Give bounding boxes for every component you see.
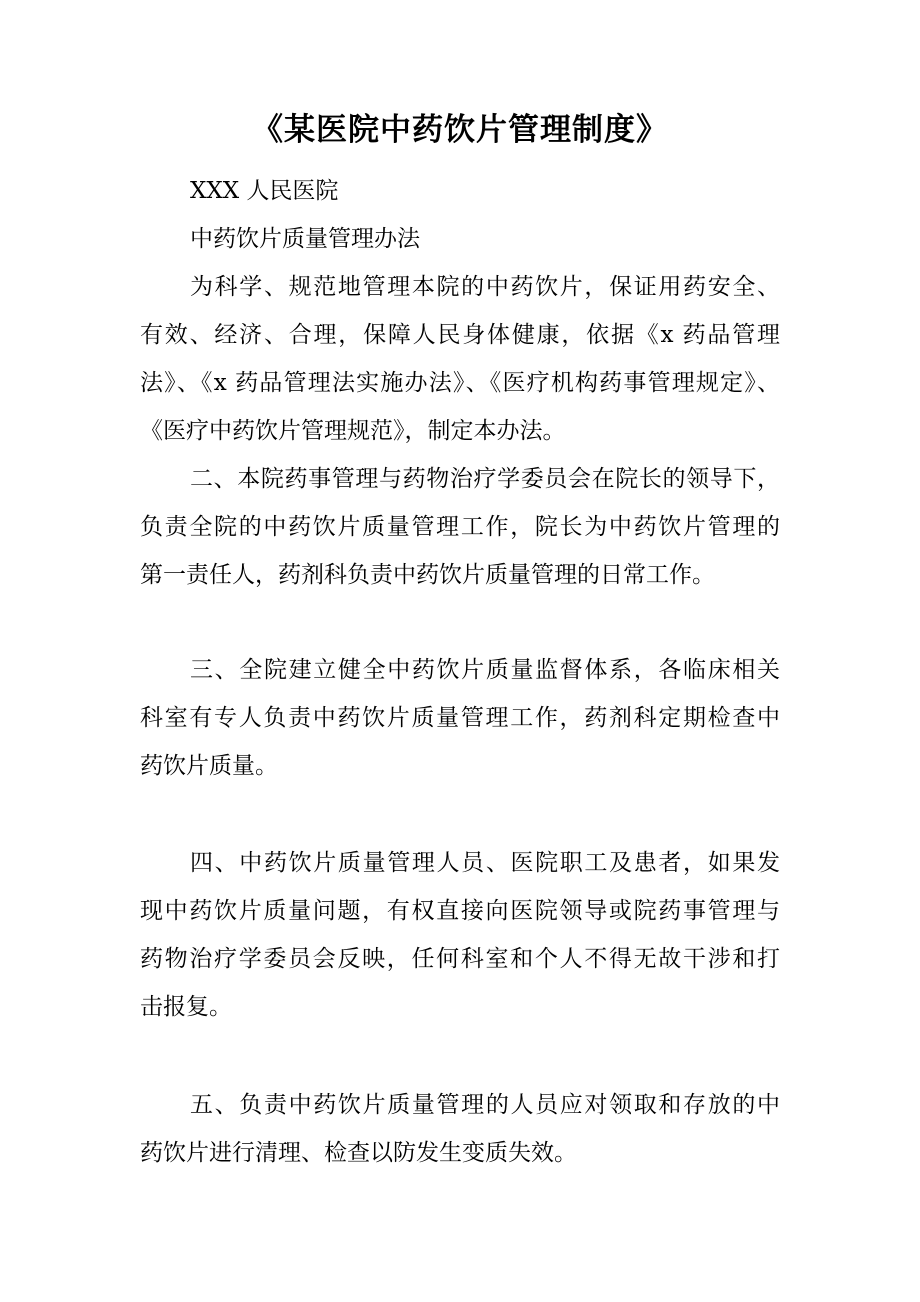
paragraph-line: 现中药饮片质量问题，有权直接向医院领导或院药事管理与 <box>140 898 780 924</box>
paragraph-line: 有效、经济、合理，保障人民身体健康，依据《x 药品管理 <box>140 322 780 348</box>
paragraph-line: 击报复。 <box>140 994 232 1020</box>
paragraph-line: 法》、《x 药品管理法实施办法》、《医疗机构药事管理规定》、 <box>140 370 780 396</box>
document-title: 《某医院中药饮片管理制度》 <box>252 112 668 148</box>
paragraph-line: 五、负责中药饮片质量管理的人员应对领取和存放的中 <box>190 1092 780 1118</box>
paragraph-line: 为科学、规范地管理本院的中药饮片，保证用药安全、 <box>190 274 780 300</box>
paragraph-line: 药物治疗学委员会反映，任何科室和个人不得无故干涉和打 <box>140 946 780 972</box>
paragraph-line: 三、全院建立健全中药饮片质量监督体系，各临床相关 <box>190 657 780 683</box>
paragraph-line: 二、本院药事管理与药物治疗学委员会在院长的领导下， <box>190 466 780 492</box>
paragraph-line: 第一责任人，药剂科负责中药饮片质量管理的日常工作。 <box>140 562 715 588</box>
paragraph-line: 科室有专人负责中药饮片质量管理工作，药剂科定期检查中 <box>140 705 780 731</box>
paragraph-line: 药饮片进行清理、检查以防发生变质失效。 <box>140 1140 577 1166</box>
paragraph-line: 《医疗中药饮片管理规范》，制定本办法。 <box>140 418 566 444</box>
paragraph-line: 药饮片质量。 <box>140 753 278 779</box>
policy-subtitle: 中药饮片质量管理办法 <box>190 226 420 252</box>
hospital-name: XXX 人民医院 <box>190 178 339 204</box>
paragraph-line: 四、中药饮片质量管理人员、医院职工及患者，如果发 <box>190 850 780 876</box>
paragraph-line: 负责全院的中药饮片质量管理工作，院长为中药饮片管理的 <box>140 514 780 540</box>
